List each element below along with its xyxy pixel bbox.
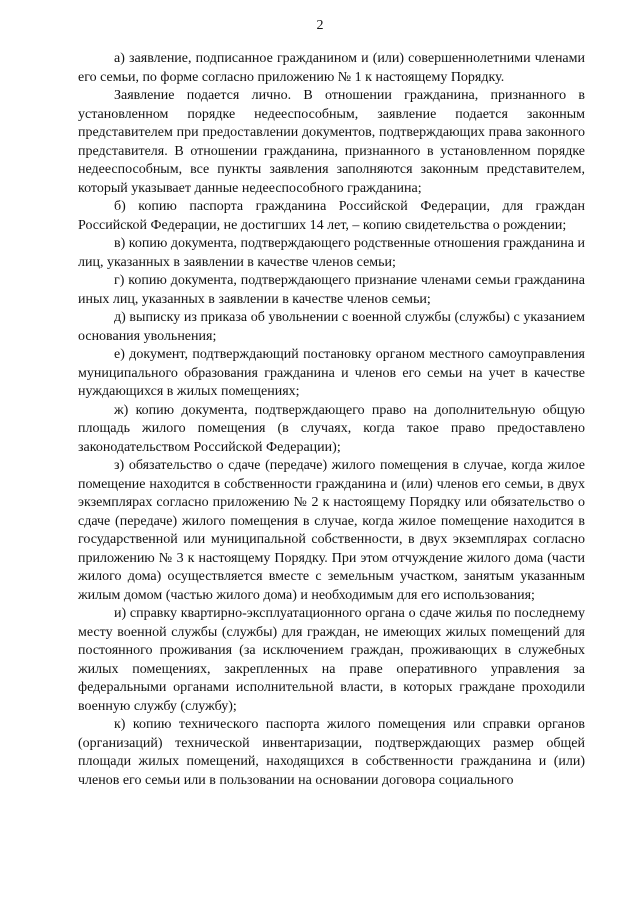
- paragraph-k: к) копию технического паспорта жилого помещения или справки органов (организаций) технической инвентаризации, подтверждающих размер общей площади жилых помещений, находящихся в собственности гражданина и (или) членов его семьи или в пользовании на основании договора социального: [78, 717, 585, 788]
- document-body: [78, 50, 585, 790]
- paragraph-e: е) документ, подтверждающий постановку органом местного самоуправления муниципального образования гражданина и членов его семьи на учет в качестве нуждающихся в жилых помещениях;: [78, 347, 585, 399]
- paragraph-d: д) выписку из приказа об увольнении с военной службы (службы) с указанием основания увольнения;: [78, 310, 585, 344]
- paragraph-z: з) обязательство о сдаче (передаче) жилого помещения в случае, когда жилое помещение находится в собственности гражданина и (или) членов его семьи, в двух экземплярах согласно приложению № 2 к настоящему Порядку или обязательство о сдаче (передаче) жилого помещения в случае, когда жилое помещение находится в государственной или муниципальной собственности, в двух экземплярах согласно приложению № 3 к настоящему Порядку. При этом отчуждение жилого дома (части жилого дома) осуществляется вместе с земельным участком, занятым указанным жилым домом (частью жилого дома) и необходимым для его использования;: [78, 458, 585, 603]
- paragraph-i: и) справку квартирно-эксплуатационного органа о сдаче жилья по последнему месту военной службы (службы) для граждан, не имеющих жилых помещений для постоянного проживания (за исключением граждан, проживающих в служебных жилых помещениях, закрепленных на праве оперативного управления за федеральными органами исполнительной власти, в которых граждане проходили военную службу (службу);: [78, 606, 585, 714]
- paragraph-statement-submission: Заявление подается лично. В отношении гражданина, признанного в установленном порядке недееспособным, заявление подается законным представителем при предоставлении документов, подтверждающих права законного представителя. В отношении гражданина, признанного в установленном порядке недееспособным, все пункты заявления заполняются законным представителем, который указывает данные недееспособного гражданина;: [78, 88, 585, 196]
- paragraph-a: а) заявление, подписанное гражданином и (или) совершеннолетними членами его семьи, по форме согласно приложению № 1 к настоящему Порядку.: [78, 51, 585, 85]
- paragraph-v: в) копию документа, подтверждающего родственные отношения гражданина и лиц, указанных в заявлении в качестве членов семьи;: [78, 236, 585, 270]
- paragraph-g: г) копию документа, подтверждающего признание членами семьи гражданина иных лиц, указанных в заявлении в качестве членов семьи;: [78, 273, 585, 307]
- paragraph-zh: ж) копию документа, подтверждающего право на дополнительную общую площадь жилого помещения (в случаях, когда такое право предоставлено законодательством Российской Федерации);: [78, 402, 585, 455]
- page-number: 2: [316, 18, 324, 33]
- paragraph-b: б) копию паспорта гражданина Российской Федерации, для граждан Российской Федерации, не достигших 14 лет, – копию свидетельства о рождении;: [78, 199, 585, 233]
